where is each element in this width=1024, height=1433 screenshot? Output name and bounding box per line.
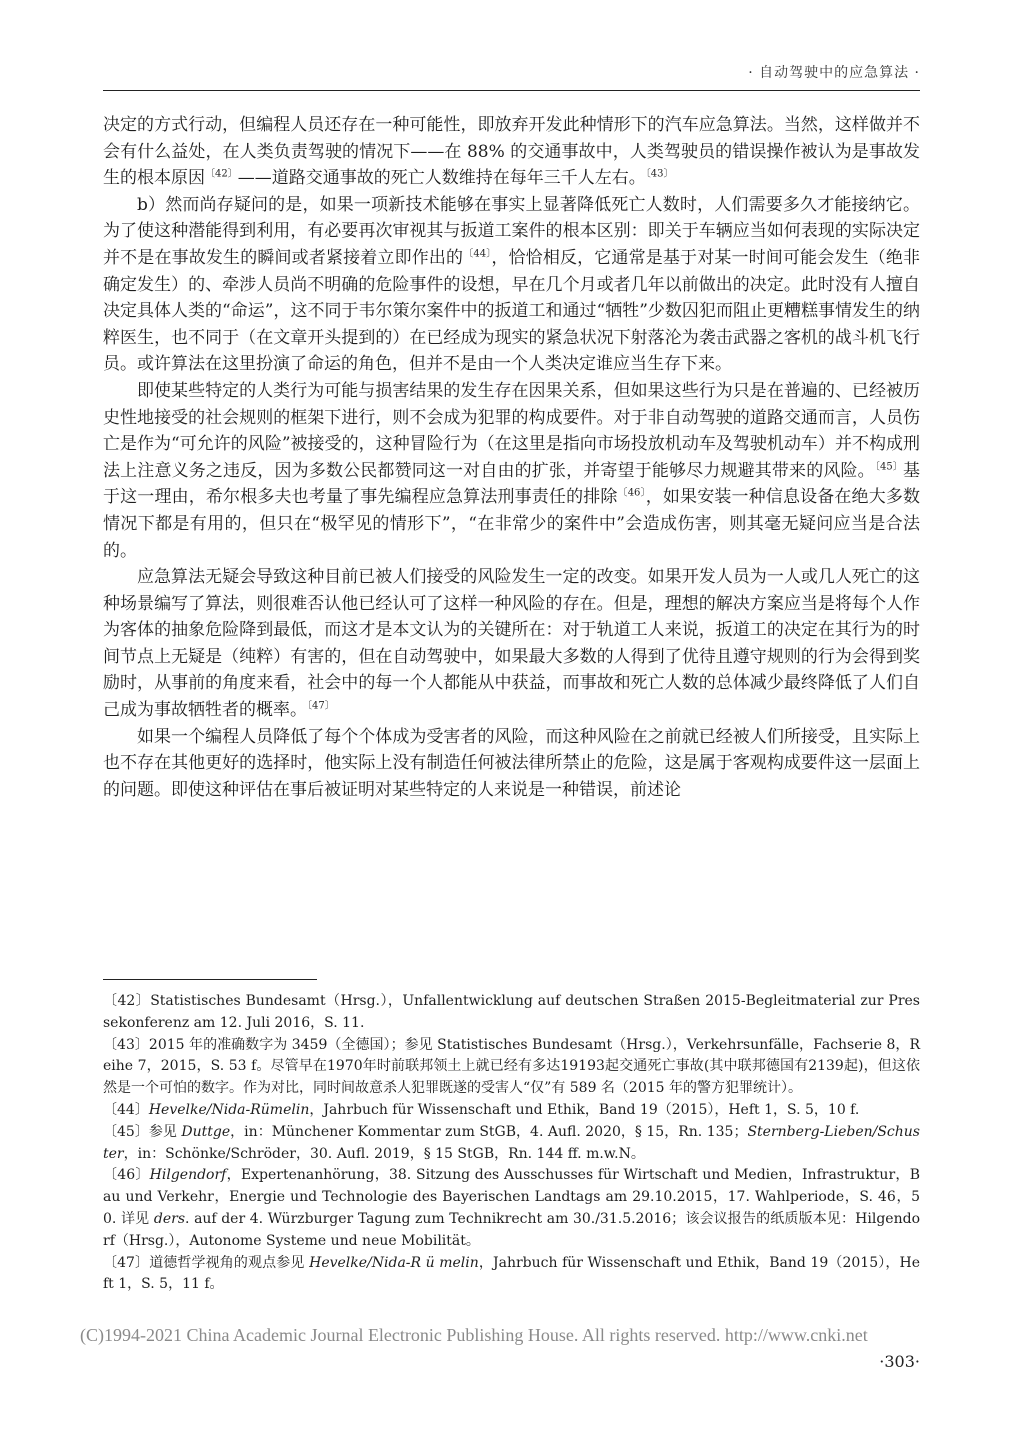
header-rule	[103, 90, 920, 91]
footnote-label: 〔46〕	[103, 1167, 150, 1184]
footnote-label: 〔45〕	[103, 1123, 149, 1140]
footnote-rule	[103, 979, 317, 980]
footnote-ref[interactable]: 〔46〕	[617, 487, 646, 499]
footnote-ref[interactable]: 〔44〕	[463, 248, 492, 260]
footnote-46: 〔46〕Hilgendorf，Expertenanhörung，38. Sitzung des Ausschusses für Wirtschaft und Medien，Infrastruktur，Bau und Verkehr，Energie und Technologie des Bayerischen Landtags am 29.10.2015，17. Wahlperiode，S. 46，50. 详见 ders. auf der 4. Würzburger Tagung zum Technikrecht am 30./31.5.2016；该会议报告的纸质版本见：Hilgendorf（Hrsg.），Autonome Systeme und neue Mobilität。	[103, 1167, 921, 1249]
footnote-label: 〔44〕	[103, 1101, 149, 1118]
page-number: ·303·	[879, 1352, 920, 1371]
footnote-ref[interactable]: 〔45〕	[874, 461, 903, 473]
footnote-43: 〔43〕2015 年的准确数字为 3459（全德国）；参见 Statistisches Bundesamt（Hrsg.），Verkehrsunfälle，Fachserie 8，Reihe 7，2015，S. 53 f。尽管早在1970年时前联邦领土上就已经有多达19193起交通死亡事故(其中联邦德国有2139起)，但这依然是一个可怕的数字。作为对比，同时间故意杀人犯罪既遂的受害人“仅”有 589 名（2015 年的警方犯罪统计）。	[103, 1036, 920, 1097]
footnote-label: 〔42〕	[103, 993, 151, 1009]
footnote-ref[interactable]: 〔47〕	[307, 700, 335, 712]
footnote-44: 〔44〕Hevelke/Nida-Rümelin，Jahrbuch für Wissenschaft und Ethik，Band 19（2015），Heft 1，S. 5，10 f.	[103, 1101, 860, 1118]
footnote-label: 〔43〕	[103, 1036, 149, 1053]
paragraph: 即使某些特定的人类行为可能与损害结果的发生存在因果关系，但如果这些行为只是在普遍的、已经被历史性地接受的社会规则的框架下进行，则不会成为犯罪的构成要件。对于非自动驾驶的道路交通而言，人员伤亡是作为“可允许的风险”被接受的，这种冒险行为（在这里是指向市场投放机动车及驾驶机动车）并不构成刑法上注意义务之违反，因为多数公民都赞同这一对自由的扩张，并寄望于能够尽力规避其带来的风险。$^{〔45〕}$基于这一理由，希尔根多夫也考量了事先编程应急算法刑事责任的排除$^{〔46〕}$，如果安装一种信息设备在绝大多数情况下都是有用的，但只在“极罕见的情形下”，“在非常少的案件中”会造成伤害，则其毫无疑问应当是合法的。	[103, 380, 921, 561]
body-text	[103, 112, 920, 803]
footnote-42: 〔42〕Statistisches Bundesamt（Hrsg.），Unfallentwicklung auf deutschen Straßen 2015-Begleitmaterial zur Pressekonferenz am 12. Juli 2016，S. 11.	[103, 993, 920, 1031]
running-title: · 自动驾驶中的应急算法 ·	[748, 65, 920, 81]
paragraph: b）然而尚存疑问的是，如果一项新技术能够在事实上显著降低死亡人数时，人们需要多久才能接纳它。为了使这种潜能得到利用，有必要再次审视其与扳道工案件的根本区别：即关于车辆应当如何表现的实际决定并不是在事故发生的瞬间或者紧接着立即作出的$^{〔44〕}$，恰恰相反，它通常是基于对某一时间可能会发生（绝非确定发生）的、牵涉人员尚不明确的危险事件的设想，早在几个月或者几年以前做出的决定。此时没有人擅自决定具体人类的“命运”，这不同于韦尔策尔案件中的扳道工和通过“牺牲”少数囚犯而阻止更糟糕事情发生的纳粹医生，也不同于（在文章开头提到的）在已经成为现实的紧急状况下射落沦为袭击武器之客机的战斗机飞行员。或许算法在这里扮演了命运的角色，但并不是由一个人类决定谁应当生存下来。	[103, 194, 921, 375]
footnote-45: 〔45〕参见 Duttge，in：Münchener Kommentar zum StGB，4. Aufl. 2020，§ 15，Rn. 135；Sternberg-Lieben/Schuster，in：Schönke/Schröder，30. Aufl. 2019，§ 15 StGB，Rn. 144 ff. m.w.N。	[103, 1123, 920, 1162]
footnote-ref[interactable]: 〔42〕	[205, 168, 238, 180]
copyright-watermark: (C)1994-2021 China Academic Journal Electronic Publishing House. All rights reserved. http://www.cnki.net	[80, 1325, 868, 1345]
paragraph: 如果一个编程人员降低了每个个体成为受害者的风险，而这种风险在之前就已经被人们所接受，且实际上也不存在其他更好的选择时，他实际上没有制造任何被法律所禁止的危险，这是属于客观构成要件这一层面上的问题。即使这种评估在事后被证明对某些特定的人来说是一种错误，前述论	[103, 726, 920, 800]
paragraph: 决定的方式行动，但编程人员还存在一种可能性，即放弃开发此种情形下的汽车应急算法。当然，这样做并不会有什么益处，在人类负责驾驶的情况下——在 88% 的交通事故中，人类驾驶员的错误操作被认为是事故发生的根本原因$^{〔42〕}$——道路交通事故的死亡人数维持在每年三千人左右。$^{〔43〕}$	[103, 115, 920, 189]
footnote-ref[interactable]: 〔43〕	[645, 168, 674, 180]
footnote-label: 〔47〕	[103, 1254, 150, 1271]
footnotes	[103, 991, 920, 1296]
footnote-47: 〔47〕道德哲学视角的观点参见 Hevelke/Nida-R ü melin，Jahrbuch für Wissenschaft und Ethik，Band 19（2015），Heft 1，S. 5，11 f。	[103, 1254, 920, 1293]
paragraph: 应急算法无疑会导致这种目前已被人们接受的风险发生一定的改变。如果开发人员为一人或几人死亡的这种场景编写了算法，则很难否认他已经认可了这样一种风险的存在。但是，理想的解决方案应当是将每个人作为客体的抽象危险降到最低，而这才是本文认为的关键所在：对于轨道工人来说，扳道工的决定在其行为的时间节点上无疑是（纯粹）有害的，但在自动驾驶中，如果最大多数的人得到了优待且遵守规则的行为会得到奖励时，从事前的角度来看，社会中的每一个人都能从中获益，而事故和死亡人数的总体减少最终降低了人们自己成为事故牺牲者的概率。$^{〔47〕}$	[103, 567, 920, 721]
